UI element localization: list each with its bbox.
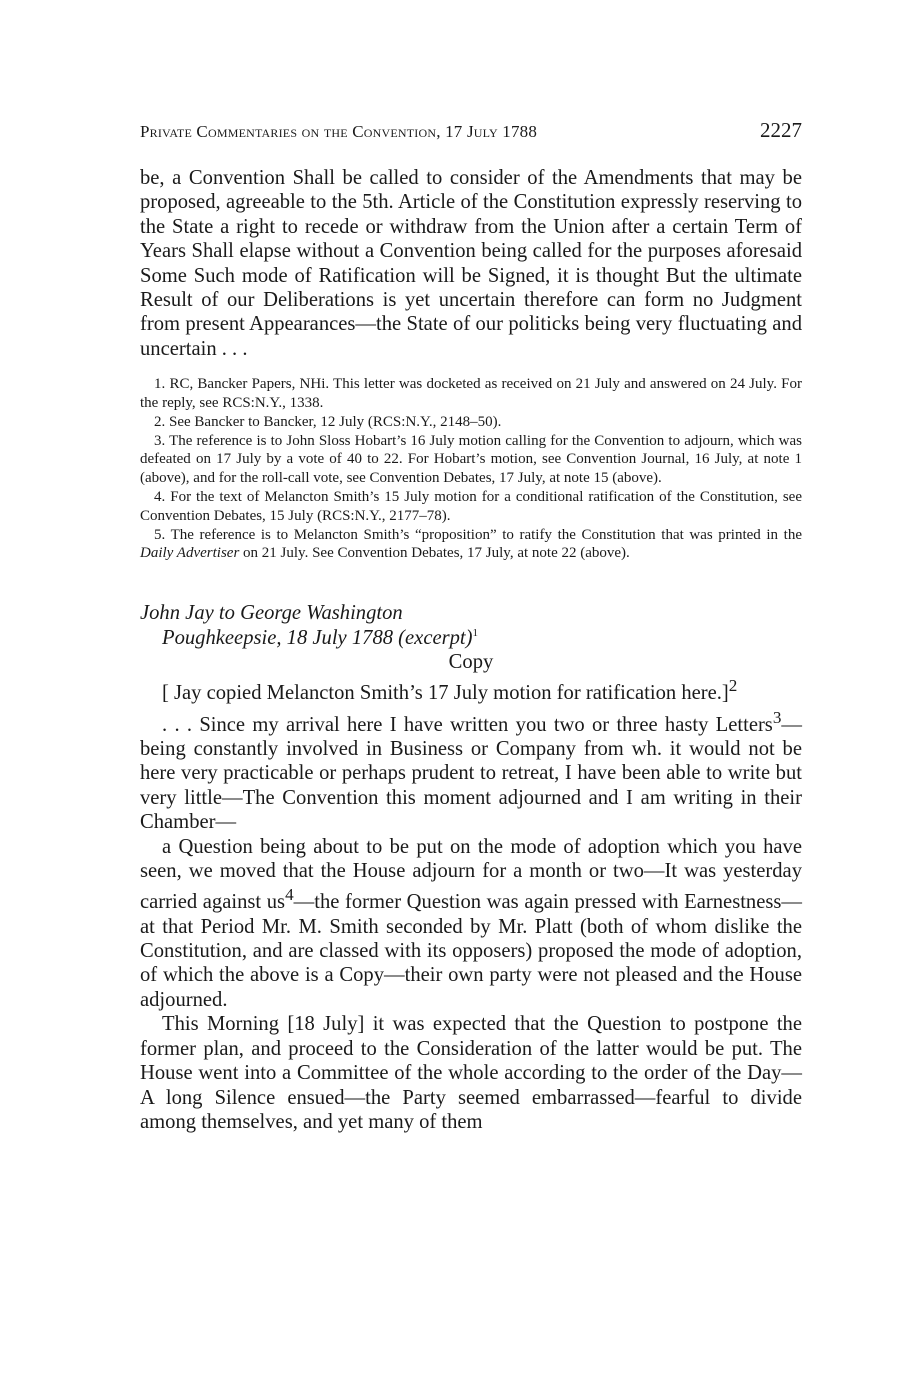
letter-p1-mark: 3 <box>772 707 782 727</box>
document-heading <box>140 601 802 650</box>
footnote-2: 2. See Bancker to Bancker, 12 July (RCS:N.Y., 2148–50). <box>154 413 502 430</box>
footnote-4: 4. For the text of Melancton Smith’s 15 July motion for a conditional ratification of the Constitution, see Convention Debates, 15 July (RCS:N.Y., 2177–78). <box>140 489 802 524</box>
letter-p2-b: —the former Question was again pressed with Earnestness—at that Period Mr. M. Smith seconded by Mr. Platt (both of whom dislike the Constitution, and are classed with its opposers) proposed the mode of adoption, of which the above is a Copy—their own party were not pleased and the House adjourned. <box>140 891 802 1011</box>
footnote-5-newspaper: Daily Advertiser <box>140 545 240 562</box>
continuation-text <box>140 166 802 361</box>
letter-paragraph-3: This Morning [18 July] it was expected that the Question to postpone the former plan, and proceed to the Consideration of the latter would be put. The House went into a Committee of the whole according to the order of the Day—A long Silence ensued—the Party seemed embarrassed—fearful to divide among themselves, and yet many of them <box>140 1013 802 1133</box>
place-date-text: Poughkeepsie, 18 July 1788 (excerpt) <box>162 626 473 649</box>
letter-p1-a: . . . Since my arrival here I have written you two or three hasty Letters <box>162 713 773 736</box>
copy-label: Copy <box>448 651 494 674</box>
letter-p2-a: a Question being about to be put on the mode of adoption which you have seen, we moved that the House adjourn for a month or two—It was yesterday carried against us <box>140 835 802 914</box>
letter-paragraph-2 <box>140 835 802 1013</box>
running-title: Private Commentaries on the Convention, 17 July 1788 <box>140 122 538 141</box>
editorial-note <box>140 674 802 705</box>
footnote-3: 3. The reference is to John Sloss Hobart’s 16 July motion calling for the Convention to adjourn, which was defeated on 17 July by a vote of 40 to 22. For Hobart’s motion, see Convention Journal, 16 July, at note 1 (above), and for the roll-call vote, see Convention Debates, 17 July, at note 15 (above). <box>140 432 802 487</box>
editorial-note-mark: 2 <box>728 676 738 696</box>
page-number: 2227 <box>760 118 802 142</box>
footnote-5-before: 5. The reference is to Melancton Smith’s “proposition” to ratify the Constitution that was printed in the <box>154 526 802 543</box>
letter-p2-mark: 4 <box>285 885 294 905</box>
letter-body <box>140 674 802 1134</box>
running-head <box>140 118 802 158</box>
document-title: John Jay to George Washington <box>140 602 403 625</box>
footnote-5 <box>140 526 802 564</box>
footnotes <box>140 375 802 563</box>
footnote-5-after: on 21 July. See Convention Debates, 17 July, at note 22 (above). <box>239 545 630 562</box>
footnote-1: 1. RC, Bancker Papers, NHi. This letter was docketed as received on 21 July and answered on 24 July. For the reply, see RCS:N.Y., 1338. <box>140 376 802 412</box>
letter-p1-b: —being constantly involved in Business or Company from wh. it would not be here very practicable or perhaps prudent to retreat, I have been able to write but very little—The Convention this moment adjourned and I am writing in their Chamber— <box>140 713 802 834</box>
document-place-date <box>140 626 802 650</box>
editorial-note-text: [ Jay copied Melancton Smith’s 17 July motion for ratification here.] <box>162 682 729 705</box>
continuation-paragraph: be, a Convention Shall be called to consider of the Amendments that may be proposed, agreeable to the 5th. Article of the Constitution expressly reserving to the State a right to recede or withdraw from the Union after a certain Term of Years Shall elapse without a Convention being called for the purposes aforesaid Some Such mode of Ratification will be Signed, it is thought But the ultimate Result of our Deliberations is yet uncertain therefore can form no Judgment from present Appearances—the State of our politicks being very fluctuating and uncertain . . . <box>140 167 802 360</box>
letter-paragraph-1 <box>140 706 802 835</box>
document-page <box>140 118 802 1134</box>
heading-note-mark: 1 <box>472 626 478 639</box>
